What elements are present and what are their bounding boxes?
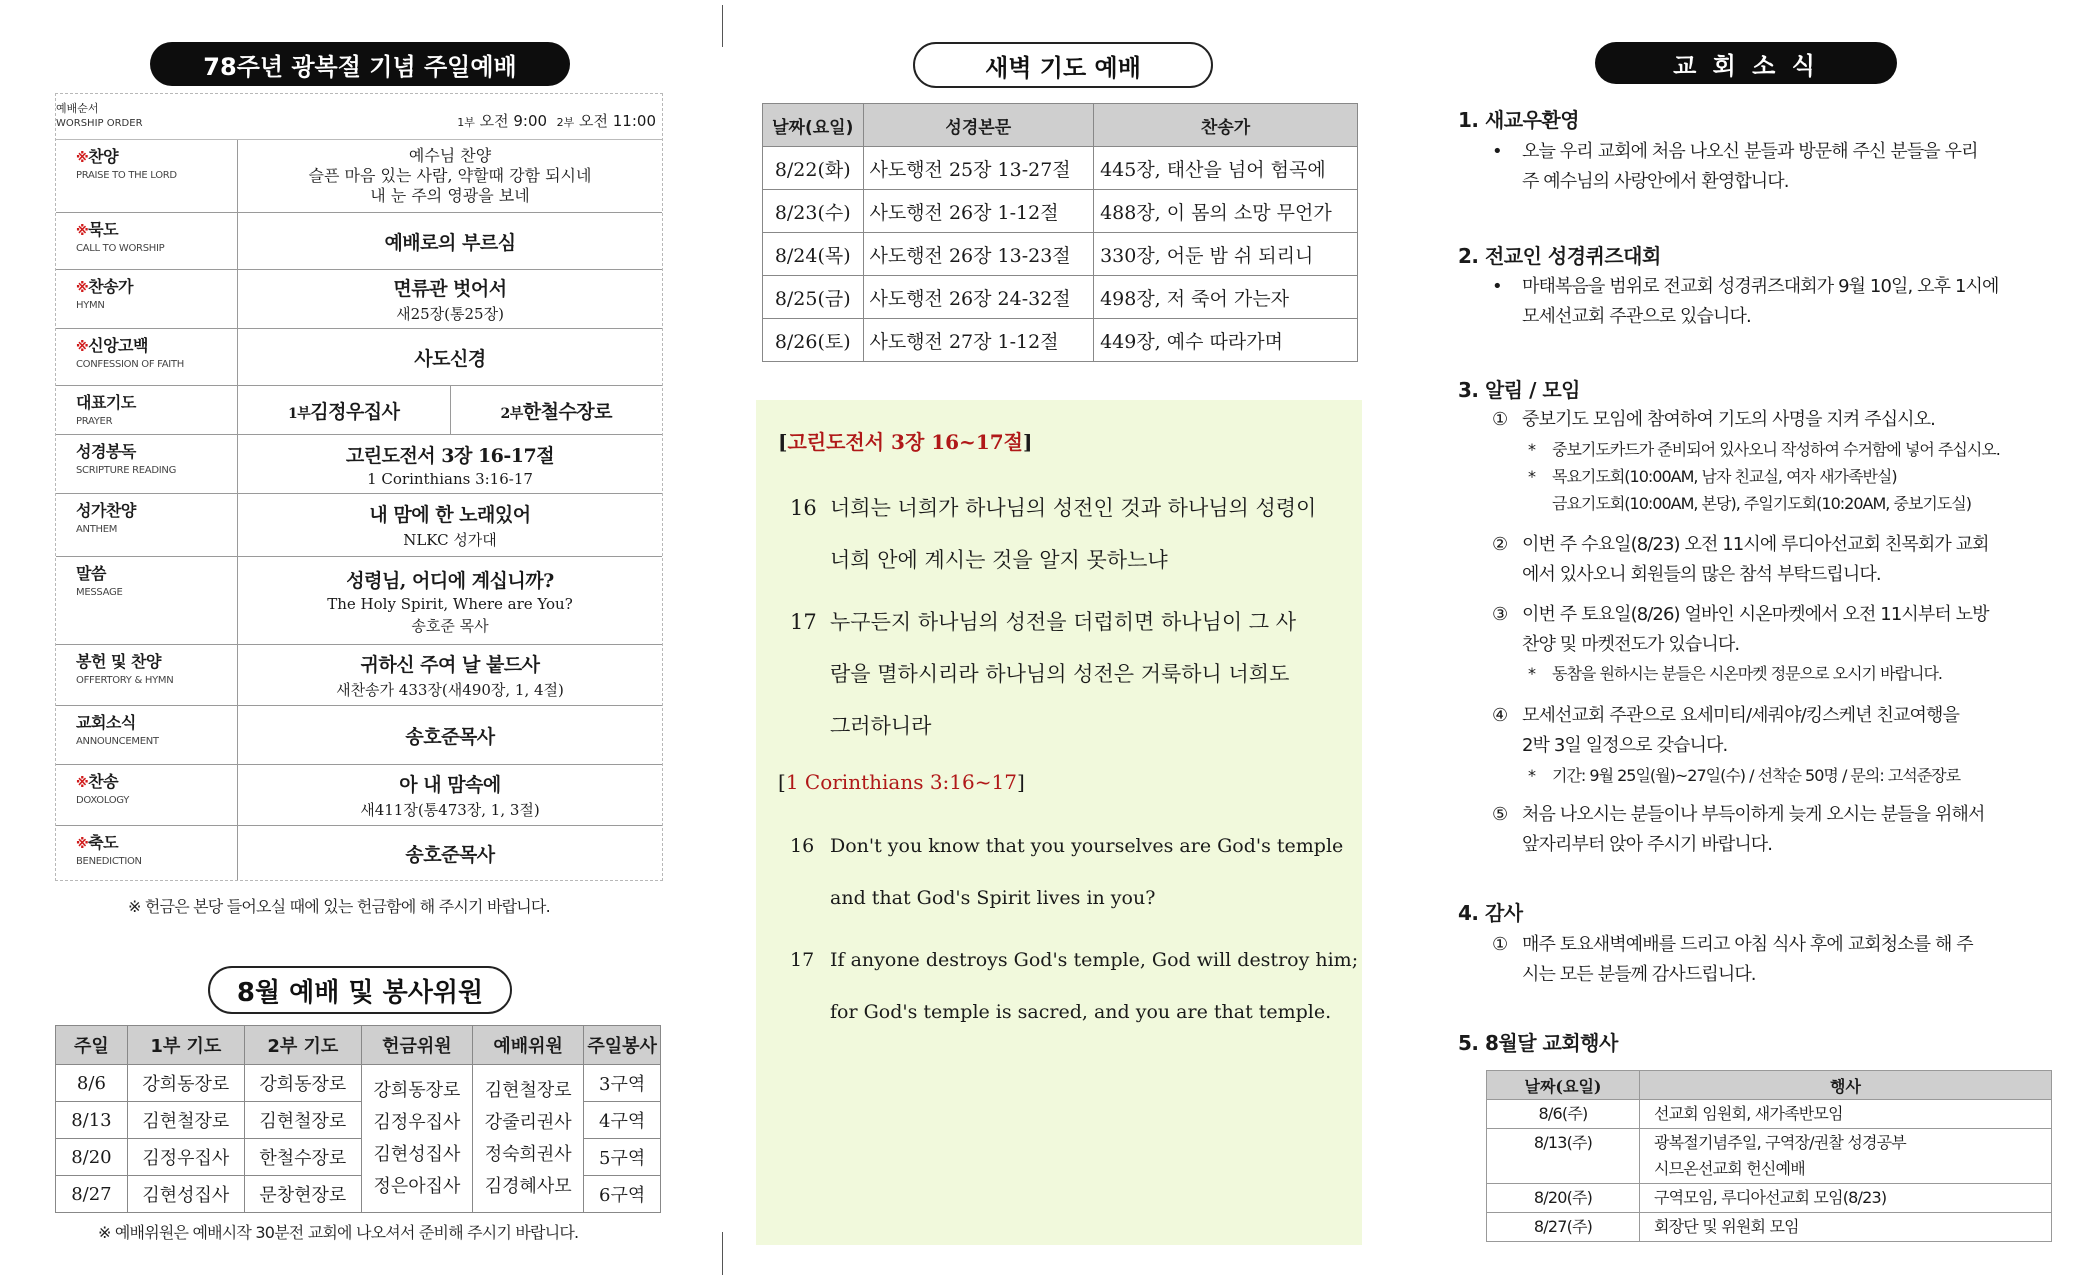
worship-order-rows <box>56 140 662 880</box>
prayer-service-label: 1부 <box>287 405 311 422</box>
worship-team-member: 김현철장로 <box>484 1079 572 1101</box>
volunteers-table <box>55 1025 661 1213</box>
scripture-ko-verses <box>790 482 1316 762</box>
news-s1-line: 오늘 우리 교회에 처음 나오신 분들과 방문해 주신 분들을 우리 <box>1522 141 1978 162</box>
volunteer-prayer2: 문창현장로 <box>244 1176 361 1213</box>
asterisk-marker: * <box>1528 664 1535 683</box>
offering-team-member: 정은아집사 <box>373 1175 461 1197</box>
volunteer-zone: 6구역 <box>584 1176 661 1213</box>
news-s4-line: 시는 모든 분들께 감사드립니다. <box>1522 964 1756 985</box>
verse-line: and that God's Spirit lives in you? <box>830 887 1156 909</box>
news-s3-item1 <box>1492 405 2092 435</box>
page-fold-divider-top <box>722 5 723 47</box>
event-date: 8/6(주) <box>1487 1100 1640 1129</box>
worship-row-content <box>238 765 662 825</box>
worship-row-title-text: 신앙고백 <box>88 336 148 355</box>
worship-team-member: 김경혜사모 <box>484 1175 572 1197</box>
news-s3-item4-line: 2박 3일 일정으로 갖습니다. <box>1522 735 1728 756</box>
volunteer-prayer1: 강희동장로 <box>127 1065 244 1102</box>
worship-row-label <box>56 765 238 825</box>
worship-row-sub: NLKC 성가대 <box>403 531 497 549</box>
verse-number: 17 <box>790 610 817 634</box>
worship-order-table <box>55 93 663 881</box>
worship-row-label <box>56 329 238 385</box>
worship-row-title <box>76 769 237 792</box>
news-s3-note: 목요기도회(10:00AM, 남자 친교실, 여자 새가족반실) <box>1552 467 1897 486</box>
worship-row-title-text: 찬송가 <box>88 277 134 296</box>
volunteers-header-cell: 주일 <box>56 1026 128 1065</box>
worship-row-title-en: SCRIPTURE READING <box>76 465 177 476</box>
worship-row-title-text: 봉헌 및 찬양 <box>76 652 161 671</box>
service1-time: 오전 9:00 <box>479 112 548 130</box>
worship-row-title-en: HYMN <box>76 300 105 311</box>
news-s3-heading: 3. 알림 / 모임 <box>1458 378 1580 402</box>
verse-block <box>790 482 1316 586</box>
volunteer-prayer2: 한철수장로 <box>244 1139 361 1176</box>
verse-block <box>790 934 1358 1038</box>
worship-row-title-text: 대표기도 <box>76 393 136 412</box>
worship-row-label <box>56 706 238 764</box>
worship-row-title-en: DOXOLOGY <box>76 795 130 806</box>
event-date: 8/13(주) <box>1487 1129 1640 1184</box>
worship-row-title-text: 성가찬양 <box>76 501 136 520</box>
volunteers-header-cell: 1부 기도 <box>127 1026 244 1065</box>
news-s5-heading: 5. 8월달 교회행사 <box>1458 1031 1618 1055</box>
news-s3-item2-line: 에서 있사오니 회원들의 많은 참석 부탁드립니다. <box>1522 564 1881 585</box>
dawn-header-row <box>763 104 1358 147</box>
offering-team-member: 강희동장로 <box>373 1079 461 1101</box>
verse-line: 누구든지 하나님의 성전을 더럽히면 하나님이 그 사 <box>830 610 1297 634</box>
worship-row-content <box>238 213 662 269</box>
news-s3-item1-text: 중보기도 모임에 참여하여 기도의 사명을 지켜 주십시오. <box>1522 409 1935 430</box>
worship-row-main: 고린도전서 3장 16-17절 <box>345 444 555 467</box>
volunteers-header-cell: 헌금위원 <box>361 1026 472 1065</box>
worship-row <box>56 826 662 880</box>
worship-row <box>56 706 662 765</box>
worship-row-main: 내 맘에 한 노래있어 <box>369 504 531 526</box>
news-s3-item1-notes <box>1528 436 2092 517</box>
news-s4-heading: 4. 감사 <box>1458 901 1523 925</box>
volunteers-title: 8월 예배 및 봉사위원 <box>208 966 512 1014</box>
worship-row-label <box>56 494 238 556</box>
scripture-en-ref-text: 1 Corinthians 3:16~17 <box>785 770 1017 794</box>
prayer-leader-name: 김정우집사 <box>310 400 400 423</box>
worship-row-title-en: BENEDICTION <box>76 856 142 867</box>
events-header-row <box>1487 1071 2052 1100</box>
worship-row-content <box>238 706 662 764</box>
praise-song-line: 내 눈 주의 영광을 보네 <box>370 186 530 205</box>
circled-three-marker: ③ <box>1492 604 1508 625</box>
dawn-date: 8/22(화) <box>763 147 864 190</box>
event-desc <box>1640 1213 2052 1242</box>
news-title: 교 회 소 식 <box>1595 42 1897 84</box>
dawn-text: 사도행전 25장 13-27절 <box>863 147 1094 190</box>
praise-song-line: 예수님 찬양 <box>408 146 492 165</box>
prayer-cell <box>451 386 663 434</box>
volunteers-header-cell: 2부 기도 <box>244 1026 361 1065</box>
worship-row-sub: 새411장(통473장, 1, 3절) <box>360 801 540 819</box>
dawn-date: 8/23(수) <box>763 190 864 233</box>
news-s3-item4-line: 모세선교회 주관으로 요세미티/세쿼야/킹스케년 친교여행을 <box>1522 705 1959 726</box>
worship-row-main: 귀하신 주여 날 붙드사 <box>360 654 540 676</box>
page-fold-divider-bottom <box>722 1232 723 1275</box>
news-s4-line: 매주 토요새벽예배를 드리고 아침 식사 후에 교회청소를 해 주 <box>1522 934 1973 955</box>
event-date: 8/27(주) <box>1487 1213 1640 1242</box>
worship-row-content <box>238 645 662 705</box>
worship-row <box>56 213 662 270</box>
worship-row-title <box>76 710 237 733</box>
event-row <box>1487 1129 2052 1184</box>
verse-number: 16 <box>790 835 815 857</box>
scripture-en-ref: [1 Corinthians 3:16~17] <box>778 770 1025 794</box>
volunteer-date: 8/13 <box>56 1102 128 1139</box>
dawn-header-cell: 찬송가 <box>1094 104 1358 147</box>
offering-team-member: 김정우집사 <box>373 1111 461 1133</box>
news-s3-note: 기간: 9월 25일(월)~27일(수) / 선착순 50명 / 문의: 고석준장로 <box>1552 766 1961 785</box>
asterisk-marker: * <box>1528 440 1535 459</box>
dawn-title: 새벽 기도 예배 <box>913 42 1213 88</box>
offering-note: ※ 헌금은 본당 들어오실 때에 있는 헌금함에 해 주시기 바랍니다. <box>128 897 550 916</box>
worship-row-title <box>76 439 237 462</box>
news-s3-item2-line: 이번 주 수요일(8/23) 오전 11시에 루디아선교회 친목회가 교회 <box>1522 534 1989 555</box>
news-s2-body <box>1492 272 2092 332</box>
verse-block <box>790 596 1316 752</box>
circled-four-marker: ④ <box>1492 705 1508 726</box>
dawn-text: 사도행전 27장 1-12절 <box>863 319 1094 362</box>
worship-row-title <box>76 390 237 413</box>
worship-row-title-en: CALL TO WORSHIP <box>76 243 165 254</box>
dawn-row <box>763 233 1358 276</box>
volunteer-zone: 5구역 <box>584 1139 661 1176</box>
worship-row <box>56 645 662 706</box>
volunteer-prayer2: 강희동장로 <box>244 1065 361 1102</box>
news-s3-item5 <box>1492 800 2092 860</box>
volunteer-prayer1: 김정우집사 <box>127 1139 244 1176</box>
verse-line: If anyone destroys God's temple, God will destroy him; <box>830 949 1359 971</box>
offering-team-member: 김현성집사 <box>373 1143 461 1165</box>
order-label-en: WORSHIP ORDER <box>56 118 143 129</box>
worship-row-title-text: 찬양 <box>88 147 119 166</box>
event-date: 8/20(주) <box>1487 1184 1640 1213</box>
worship-row-label <box>56 557 238 644</box>
worship-row-content <box>238 494 662 556</box>
prayer-leader-name: 한철수장로 <box>522 400 613 423</box>
verse-line: for God's temple is sacred, and you are that temple. <box>830 1001 1332 1023</box>
volunteers-row <box>56 1065 661 1102</box>
service2-time: 오전 11:00 <box>579 112 656 130</box>
event-line: 회장단 및 위원회 모임 <box>1654 1217 1799 1236</box>
worship-row-main: 예배로의 부르심 <box>384 231 516 254</box>
news-s2-heading: 2. 전교인 성경퀴즈대회 <box>1458 244 1661 268</box>
prayer-leader <box>288 397 400 424</box>
verse-number: 17 <box>790 949 815 971</box>
worship-row-content <box>238 557 662 644</box>
dawn-row <box>763 276 1358 319</box>
verse-number: 16 <box>790 496 817 520</box>
worship-row-label <box>56 140 238 212</box>
dawn-hymn: 449장, 예수 따라가며 <box>1094 319 1358 362</box>
scripture-ko-ref-text: 고린도전서 3장 16~17절 <box>787 430 1023 454</box>
prayer-leader <box>500 397 612 424</box>
news-s3-item2 <box>1492 530 2092 590</box>
events-table <box>1486 1070 2052 1242</box>
dawn-prayer-table <box>762 103 1358 362</box>
worship-row-main: 아 내 맘속에 <box>399 774 501 796</box>
required-star-icon: ※ <box>76 776 89 791</box>
worship-row-title-text: 말씀 <box>76 564 106 583</box>
volunteer-zone: 4구역 <box>584 1102 661 1139</box>
service-times <box>457 110 656 131</box>
news-s3-item3-note <box>1528 660 2092 687</box>
news-s3-item3-line: 찬양 및 마켓전도가 있습니다. <box>1522 634 1740 655</box>
dawn-row <box>763 319 1358 362</box>
asterisk-marker: * <box>1528 766 1535 785</box>
worship-row <box>56 494 662 557</box>
circled-two-marker: ② <box>1492 534 1508 555</box>
dawn-text: 사도행전 26장 13-23절 <box>863 233 1094 276</box>
worship-row-main: 면류관 벗어서 <box>393 278 507 300</box>
worship-row-title <box>76 561 237 584</box>
worship-row-title <box>76 217 237 240</box>
volunteer-zone: 3구역 <box>584 1065 661 1102</box>
event-row <box>1487 1213 2052 1242</box>
volunteers-header-cell: 예배위원 <box>473 1026 584 1065</box>
bullet-marker: • <box>1492 276 1502 297</box>
event-line: 광복절기념주일, 구역장/권찰 성경공부 <box>1654 1133 1906 1152</box>
worship-row <box>56 765 662 826</box>
worship-row <box>56 435 662 494</box>
news-s2-line: 마태복음을 범위로 전교회 성경퀴즈대회가 9월 10일, 오후 1시에 <box>1522 276 1999 297</box>
dawn-header-cell: 성경본문 <box>863 104 1094 147</box>
worship-row-title-en: PRAYER <box>76 416 113 427</box>
worship-row-title <box>76 274 237 297</box>
verse-line: Don't you know that you yourselves are God's temple <box>830 835 1344 857</box>
dawn-header-cell: 날짜(요일) <box>763 104 864 147</box>
circled-one-marker: ① <box>1492 934 1508 955</box>
event-line: 선교회 임원회, 새가족반모임 <box>1654 1104 1843 1123</box>
worship-row-main: 성령님, 어디에 계십니까? <box>346 569 554 592</box>
prayer-service-label: 2부 <box>500 405 523 422</box>
news-s3-note: 중보기도카드가 준비되어 있사오니 작성하여 수거함에 넣어 주십시오. <box>1552 440 2000 459</box>
dawn-row <box>763 190 1358 233</box>
event-desc <box>1640 1129 2052 1184</box>
news-s3-note: 동참을 원하시는 분들은 시온마켓 정문으로 오시기 바랍니다. <box>1552 664 1943 683</box>
volunteer-date: 8/6 <box>56 1065 128 1102</box>
volunteer-prayer2: 김현철장로 <box>244 1102 361 1139</box>
worship-row-label <box>56 645 238 705</box>
worship-row-title <box>76 498 237 521</box>
dawn-row <box>763 147 1358 190</box>
required-star-icon: ※ <box>76 281 89 296</box>
scripture-ko-ref: [고린도전서 3장 16~17절] <box>778 430 1033 454</box>
event-desc <box>1640 1100 2052 1129</box>
worship-row-title-text: 성경봉독 <box>76 442 136 461</box>
worship-row-main: 사도신경 <box>414 347 486 370</box>
worship-row-title-text: 찬송 <box>88 772 119 791</box>
news-s1-line: 주 예수님의 사랑안에서 환영합니다. <box>1522 171 1789 192</box>
news-s3-item4-note <box>1528 762 2092 789</box>
worship-row-title-text: 축도 <box>88 833 119 852</box>
worship-row-main: 송호준목사 <box>405 725 495 748</box>
worship-team-member: 강줄리권사 <box>484 1111 572 1133</box>
dawn-hymn: 498장, 저 죽어 가는자 <box>1094 276 1358 319</box>
required-star-icon: ※ <box>76 224 89 239</box>
order-label-ko: 예배순서 <box>56 102 99 115</box>
volunteer-date: 8/27 <box>56 1176 128 1213</box>
events-header-event: 행사 <box>1640 1071 2052 1100</box>
service1-label: 1부 <box>457 116 475 129</box>
worship-row-title <box>76 830 237 853</box>
worship-order-header <box>56 94 662 140</box>
news-s3-item3 <box>1492 600 2092 660</box>
news-s3-item5-line: 처음 나오시는 분들이나 부득이하게 늦게 오시는 분들을 위해서 <box>1522 804 1985 825</box>
worship-row-title-en: MESSAGE <box>76 587 123 598</box>
worship-row-sub: 1 Corinthians 3:16-17 <box>367 469 533 488</box>
news-s3-item3-line: 이번 주 토요일(8/26) 얼바인 시온마켓에서 오전 11시부터 노방 <box>1522 604 1989 625</box>
news-s1-body <box>1492 137 2092 197</box>
worship-row-label <box>56 386 238 434</box>
worship-row-title-en: OFFERTORY & HYMN <box>76 675 174 686</box>
dawn-hymn: 488장, 이 몸의 소망 무언가 <box>1094 190 1358 233</box>
news-s3-item4 <box>1492 701 2092 761</box>
verse-line: 너희는 너희가 하나님의 성전인 것과 하나님의 성령이 <box>830 496 1317 520</box>
event-desc <box>1640 1184 2052 1213</box>
dawn-date: 8/26(토) <box>763 319 864 362</box>
worship-row-content <box>238 140 662 212</box>
volunteers-body <box>56 1065 661 1213</box>
worship-row-title-en: PRAISE TO THE LORD <box>76 170 177 181</box>
events-header-date: 날짜(요일) <box>1487 1071 1640 1100</box>
bullet-marker: • <box>1492 141 1502 162</box>
scripture-en-verses <box>790 820 1358 1048</box>
volunteers-header-row <box>56 1026 661 1065</box>
worship-row-label <box>56 826 238 880</box>
news-s3-item5-line: 앞자리부터 앉아 주시기 바랍니다. <box>1522 834 1773 855</box>
worship-row <box>56 140 662 213</box>
prayer-cell <box>238 386 451 434</box>
event-line: 구역모임, 루디아선교회 모임(8/23) <box>1654 1188 1887 1207</box>
worship-row-label <box>56 435 238 493</box>
volunteer-prayer1: 김현철장로 <box>127 1102 244 1139</box>
volunteers-header-cell: 주일봉사 <box>584 1026 661 1065</box>
asterisk-marker: * <box>1528 467 1535 486</box>
worship-row-title-text: 교회소식 <box>76 713 136 732</box>
events-body <box>1487 1100 2052 1242</box>
worship-row-title <box>76 144 237 167</box>
dawn-text: 사도행전 26장 24-32절 <box>863 276 1094 319</box>
worship-row <box>56 557 662 645</box>
worship-row-sub: 새찬송가 433장(새490장, 1, 4절) <box>336 681 564 699</box>
dawn-date: 8/24(목) <box>763 233 864 276</box>
worship-row <box>56 329 662 386</box>
worship-title: 78주년 광복절 기념 주일예배 <box>150 42 570 86</box>
event-line: 시므온선교회 헌신예배 <box>1654 1159 1805 1178</box>
required-star-icon: ※ <box>76 837 89 852</box>
news-s2-line: 모세선교회 주관으로 있습니다. <box>1522 306 1751 327</box>
verse-block <box>790 820 1358 924</box>
worship-row-title-en: CONFESSION OF FAITH <box>76 359 184 370</box>
verse-line: 그러하니라 <box>830 714 932 738</box>
worship-row-sub: 새25장(통25장) <box>396 305 504 323</box>
news-s1-heading: 1. 새교우환영 <box>1458 108 1580 132</box>
worship-row <box>56 270 662 329</box>
service2-label: 2부 <box>556 116 575 129</box>
worship-team-member: 정숙희권사 <box>484 1143 572 1165</box>
scripture-box <box>756 400 1362 1245</box>
volunteer-prayer1: 김현성집사 <box>127 1176 244 1213</box>
worship-row-title <box>76 333 237 356</box>
circled-five-marker: ⑤ <box>1492 804 1508 825</box>
worship-row-sub2: 송호준 목사 <box>411 616 489 635</box>
volunteer-note: ※ 예배위원은 예배시작 30분전 교회에 나오셔서 준비해 주시기 바랍니다. <box>98 1223 579 1242</box>
worship-row-label <box>56 213 238 269</box>
worship-row-title-en: ANTHEM <box>76 524 118 535</box>
worship-row-sub: The Holy Spirit, Where are You? <box>327 594 573 613</box>
worship-row-title-en: ANNOUNCEMENT <box>76 736 159 747</box>
required-star-icon: ※ <box>76 151 89 166</box>
verse-line: 너희 안에 계시는 것을 알지 못하느냐 <box>830 548 1168 572</box>
worship-row-content <box>238 270 662 328</box>
worship-row-content <box>238 826 662 880</box>
worship-team-cell <box>473 1065 584 1213</box>
event-row <box>1487 1184 2052 1213</box>
news-s4-body <box>1492 930 2092 990</box>
news-s3-note: 금요기도회(10:00AM, 본당), 주일기도회(10:20AM, 중보기도실) <box>1552 494 1971 513</box>
event-row <box>1487 1100 2052 1129</box>
circled-one-marker: ① <box>1492 409 1508 430</box>
dawn-hymn: 330장, 어둔 밤 쉬 되리니 <box>1094 233 1358 276</box>
worship-row-label <box>56 270 238 328</box>
worship-row-content <box>238 329 662 385</box>
worship-row-title <box>76 649 237 672</box>
volunteer-date: 8/20 <box>56 1139 128 1176</box>
dawn-text: 사도행전 26장 1-12절 <box>863 190 1094 233</box>
verse-line: 람을 멸하시리라 하나님의 성전은 거룩하니 너희도 <box>830 662 1290 686</box>
offering-team-cell <box>361 1065 472 1213</box>
worship-row-main: 송호준목사 <box>405 843 495 866</box>
worship-row-title-text: 묵도 <box>88 220 119 239</box>
praise-song-line: 슬픈 마음 있는 사람, 약할때 강함 되시네 <box>308 166 592 185</box>
dawn-body <box>763 147 1358 362</box>
worship-row-content <box>238 435 662 493</box>
dawn-date: 8/25(금) <box>763 276 864 319</box>
worship-row <box>56 386 662 435</box>
required-star-icon: ※ <box>76 340 89 355</box>
dawn-hymn: 445장, 태산을 넘어 험곡에 <box>1094 147 1358 190</box>
